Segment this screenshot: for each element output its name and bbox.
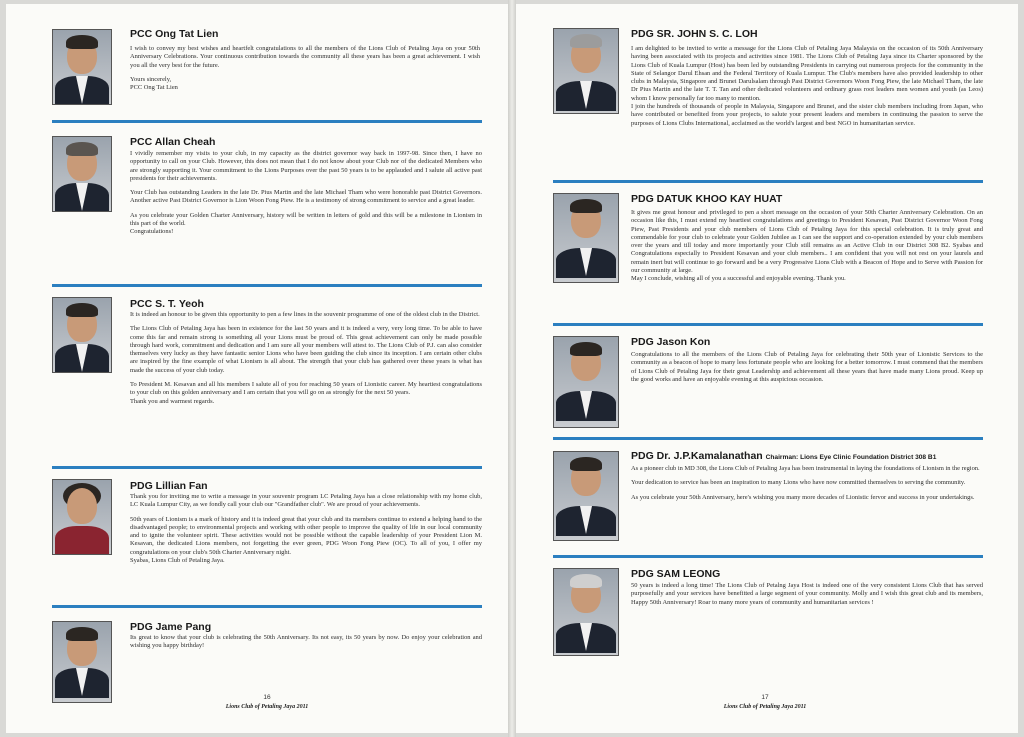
page-number-right: 17 bbox=[761, 694, 769, 701]
paragraph: It is indeed an honour to be given this opportunity to pen a few lines in the souvenir programme of one of the oldest club in the District. bbox=[130, 311, 480, 318]
entry-body bbox=[631, 209, 983, 290]
divider-rule bbox=[553, 323, 983, 326]
portrait-kamalanathan bbox=[553, 451, 619, 541]
divider-rule bbox=[553, 180, 983, 183]
portrait-st-yeoh bbox=[52, 297, 112, 373]
paragraph: Your Club has outstanding Leaders in the late Dr. Pius Martin and the late Michael Tham who were honorable past District Governors. Another active Past District Governor is Lion Woon Fong Piew. He is a testimony of strong commitment to service and a great leader. bbox=[130, 189, 482, 205]
paragraph: Thank you for inviting me to write a message in your souvenir program LC Petaling Jaya has a close relationship with my home club, LC Kuala Lumpur City, as we fondly call your club our "Grandfather club". We are proud of your achievements. bbox=[130, 493, 482, 509]
portrait-lillian-fan bbox=[52, 479, 112, 555]
portrait-sam-leong bbox=[553, 568, 619, 656]
paragraph: Your dedication to service has been an inspiration to many Lions who have now committed themselves to serving the community. bbox=[631, 479, 966, 487]
entry-body bbox=[631, 351, 983, 390]
entry-body bbox=[631, 465, 983, 508]
entry-body bbox=[130, 45, 480, 98]
entry-title: PDG Jame Pang bbox=[130, 621, 212, 633]
portrait-allan-cheah bbox=[52, 136, 112, 212]
page-footer-left: Lions Club of Petaling Jaya 2011 bbox=[225, 704, 309, 710]
paragraph: To President M. Kesavan and all his members I salute all of you for reaching 50 years of Lionistic career. My heartiest congratulations to your club on this golden anniversary and I am certain that you will go on as strongly for the next 50 years. Thank you and warmest regards. bbox=[130, 381, 482, 405]
portrait-khoo-kay-huat bbox=[553, 193, 619, 283]
entry-body bbox=[631, 582, 983, 613]
entry-title: PDG SAM LEONG bbox=[631, 568, 721, 580]
divider-rule bbox=[52, 120, 482, 123]
portrait-jason-kon bbox=[553, 336, 619, 428]
book-gutter bbox=[508, 0, 516, 737]
portrait-jame-pang bbox=[52, 621, 112, 703]
paragraph: I vividly remember my visits to your club, in my capacity as the district governor way back in 1997-98. Since then, I have no opportunity to call on your Club. However, this does not mean that I do not know about your Club nor of the dedicated Members who are strongly supporting it. Your commitment to the Lions Purposes over the past 50 years is to be applauded and I salute all active past presidents for their achievements. bbox=[130, 150, 482, 182]
paragraph: Yours sincerely, PCC Ong Tat Lien bbox=[130, 75, 178, 92]
divider-rule bbox=[553, 437, 983, 440]
paragraph: Congratulations to all the members of the Lions Club of Petaling Jaya for celebrating their 50th year of Lionistic Services to the community as a beacon of hope to many less fortunate people who are looking for a better tomorrow. I must commend that the members of Lions Club of Petaling Jaya for their great Leadership and achievement all these years that have made many Lions proud. Keep up the good works and have an enjoyable evening at this auspicious occasion. bbox=[631, 351, 983, 383]
portrait-john-loh bbox=[553, 28, 619, 114]
entry-title: PCC Ong Tat Lien bbox=[130, 28, 219, 40]
paragraph: Its great to know that your club is celebrating the 50th Anniversary. Its not easy, its 50 years by now. Do enjoy your celebration and wishing you happy birthday! bbox=[130, 634, 482, 650]
paragraph: As you celebrate your 50th Anniversary, here's wishing you many more decades of Lionistic fervor and success in your undertakings. bbox=[631, 493, 975, 501]
divider-rule bbox=[553, 555, 983, 558]
entry-body bbox=[130, 634, 482, 657]
entry-title: PCC Allan Cheah bbox=[130, 136, 216, 148]
paragraph: 50 years is indeed a long time! The Lions Club of Petalng Jaya Host is indeed one of the very consistent Lions Club that has served purposefully and your services have benefitted a large segment of your community. Molly and I wish this great club and its members, Happy 50th Anniversary! Roar to many more years of community and humanitarian services ! bbox=[631, 582, 983, 606]
paragraph: The Lions Club of Petaling Jaya has been in existence for the last 50 years and it is indeed a very, very long time. To be able to have come this far and remain strong is something all your Lions must be proud of. This great achievement can only be made possible through hard work, commitment and dedication and I am sure all your members will attest to. The Lions Club of P.J. can also consider themselves very lucky as they have fantastic senior Lions who have been guiding the club since its inception. I am certain other clubs are inspired by the fine example of what Lionism is all about. The strength that your club has gathered over these years is what has made the success of your club today. bbox=[130, 325, 482, 374]
portrait-ong-tat-lien bbox=[52, 29, 112, 105]
entry-title-name: PDG Dr. J.P.Kamalanathan bbox=[631, 450, 763, 462]
paragraph: I am delighted to be invited to write a message for the Lions Club of Petaling Jaya Malaysia on the occasion of its 50th Anniversary having been associated with its projects and activities since 1981. The Lions Club of Petaling Jaya since its Charter sponsored by the Lions Club of Kuala Lumpur (Host) has been led by outstanding Presidents in carrying out numerous projects for the community in the State of Selangor Darul Ehsan and the Federal Territory of Kuala Lumpur. The Club's members have also provided leadership to other clubs in Malaysia, Singapore and Brunei Darulsalam through Past District Governors Woon Fong Piew, the late Michael Tham, the late Dr Pius Martin and the late T. T. Tan and other dedicated volunteers and ordinary grass root leaders men women and youth (as Leos) whom I know personally far too many to mention. I join the hundreds of thousands of people in Malaysia, Singapore and Brunei, and the sister club members including from Japan, who have contributed or benefited from your projects, to salute your present leaders and members in continuing the passion to serve the purposes of Lions Clubs International, acclaimed as the world's largest and best NGO in humanitarian service. bbox=[631, 45, 983, 127]
paragraph: As you celebrate your Golden Charter Anniversary, history will be written in letters of gold and this will be a milestone in Lionism in this part of the world. Congratulations! bbox=[130, 211, 482, 236]
paragraph: 50th years of Lionism is a mark of history and it is indeed great that your club and its members continue to extend a helping hand to the disadvantaged people; to environmental projects and working with other people to improve the quality of life in our local community and to ignite the volunteer spirit. These activities would not be possible without the capable leadership of your President Lion M. Kesavan, the dedicated Lions members, not forgetting the ever green, PDG Woon Fong Piew (OC). To all of you, I offer my congratulations on your club's 50th Charter Anniversary night. Syabas, Lions Club of Petaling Jaya. bbox=[130, 515, 482, 565]
entry-title: PCC S. T. Yeoh bbox=[130, 298, 204, 310]
entry-title: PDG SR. JOHN S. C. LOH bbox=[631, 28, 758, 40]
entry-body bbox=[130, 311, 482, 412]
entry-body bbox=[130, 150, 482, 243]
paragraph: As a pioneer club in MD 308, the Lions Club of Petaling Jaya has been instrumental in laying the foundations of Lionism in the region. bbox=[631, 465, 980, 472]
entry-body bbox=[130, 493, 482, 571]
entry-title-subtitle: Chairman: Lions Eye Clinic Foundation District 308 B1 bbox=[765, 454, 937, 461]
paragraph: I wish to convey my best wishes and heartfelt congratulations to all the members of the Lions Club of Petaling Jaya on your 50th Anniversary Celebrations. Your continuous contribution towards the community all these years has been a great achievement. I wish you all the very best for the future. bbox=[130, 45, 480, 69]
entry-body bbox=[631, 45, 983, 134]
page-number-left: 16 bbox=[263, 694, 271, 701]
page-footer-right: Lions Club of Petaling Jaya 2011 bbox=[723, 704, 807, 710]
divider-rule bbox=[52, 284, 482, 287]
paragraph: It gives me great honour and privileged to pen a short message on the occasion of your 50th Charter Anniversary Celebration. On an occasion like this, I must extend my heartiest congratulations and greetings to President Kesavan, Past District Governor Woon Fong Piew, Past Presidents and your club members of Lions Club of Petaling Jaya for this special celebration. It is truly great and commendable for your club to celebrate your Golden Jubilee as I can see the support and co-operation extended by your club members over the years and till today and more importantly your Club still remains as an Active Club in our District 308 B2. Syabas and Congratulations especially to President Kesavan and your club members.. I am confident that you will not rest on your laurels and remain inert but will continue to go forward and be a very Progressive Lions Club with a Beacon of Hope and to Serve with Passion for our community at large. May I conclude, wishing all of you a successful and enjoyable evening. Thank you. bbox=[631, 209, 983, 283]
entry-title: PDG Lillian Fan bbox=[130, 480, 208, 492]
divider-rule bbox=[52, 466, 482, 469]
divider-rule bbox=[52, 605, 482, 608]
entry-title: PDG Jason Kon bbox=[631, 336, 711, 348]
entry-title: PDG DATUK KHOO KAY HUAT bbox=[631, 193, 783, 205]
entry-title bbox=[631, 450, 936, 462]
